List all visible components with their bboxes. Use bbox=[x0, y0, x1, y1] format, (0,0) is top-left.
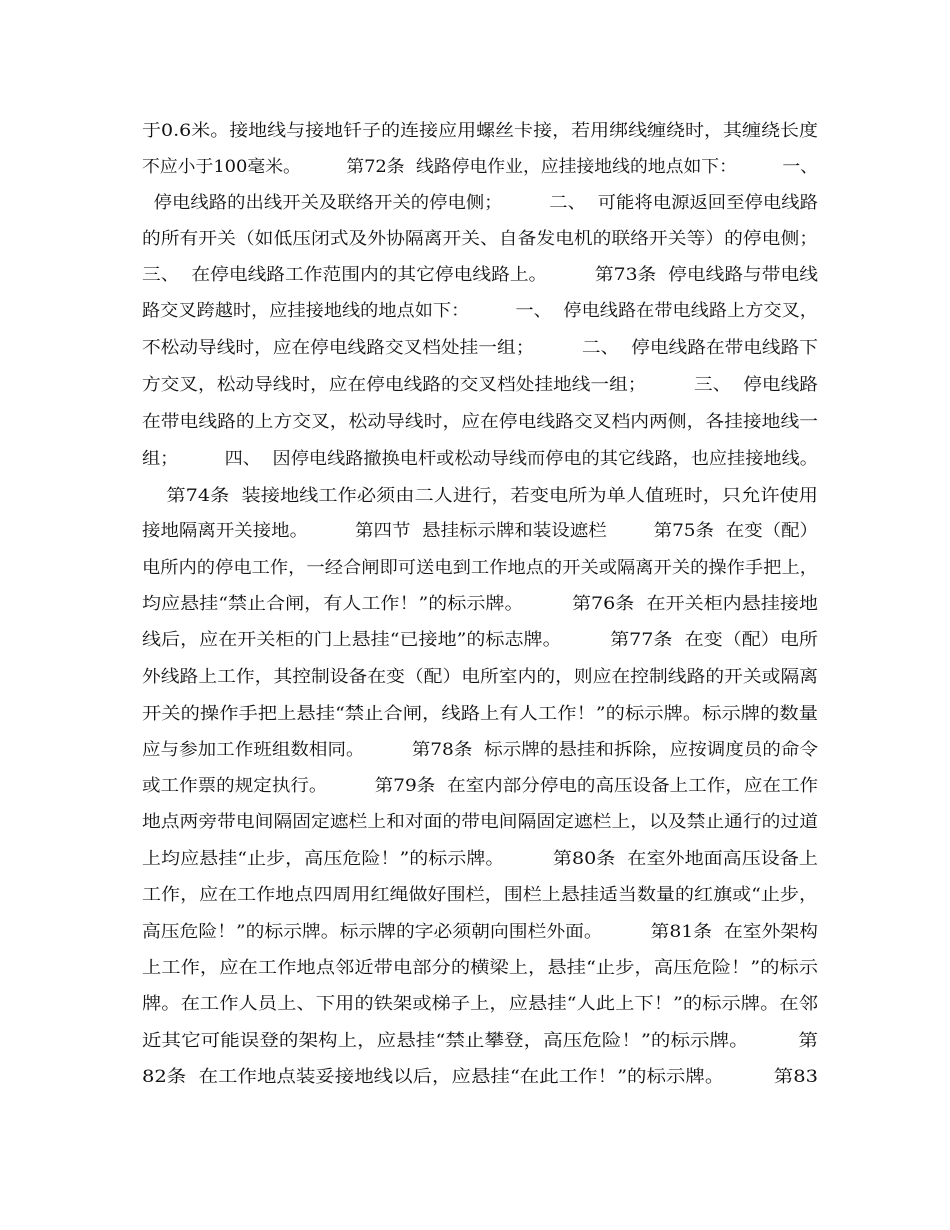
text-line: 上工作，应在工作地点邻近带电部分的横梁上，悬挂“止步，高压危险！”的标示 bbox=[142, 958, 819, 978]
text-line: 的所有开关（如低压闭式及外协隔离开关、自备发电机的联络开关等）的停电侧； bbox=[142, 229, 819, 249]
text-line: 第74条 装接地线工作必须由二人进行，若变电所为单人值班时，只允许使用 bbox=[142, 486, 818, 506]
text-line: 在带电线路的上方交叉，松动导线时，应在停电线路交叉档内两侧，各挂接地线一 bbox=[142, 412, 819, 432]
text-line: 工作，应在工作地点四周用红绳做好围栏，围栏上悬挂适当数量的红旗或“止步， bbox=[142, 885, 819, 905]
text-line: 或工作票的规定执行。 第79条 在室内部分停电的高压设备上工作，应在工作 bbox=[142, 776, 818, 796]
text-line: 于0.6米。接地线与接地钎子的连接应用螺丝卡接，若用绑线缠绕时，其缠绕长度 bbox=[142, 121, 819, 141]
text-line: 开关的操作手把上悬挂“禁止合闸，线路上有人工作！”的标示牌。标示牌的数量 bbox=[142, 704, 819, 724]
text-line: 接地隔离开关接地。 第四节 悬挂标示牌和装设遮栏 第75条 在变（配） bbox=[142, 521, 819, 541]
text-line: 应与参加工作班组数相同。 第78条 标示牌的悬挂和拆除，应按调度员的命令 bbox=[142, 740, 818, 760]
text-line: 地点两旁带电间隔固定遮栏上和对面的带电间隔固定遮栏上，以及禁止通行的过道 bbox=[142, 812, 819, 832]
text-line: 均应悬挂“禁止合闸，有人工作！”的标示牌。 第76条 在开关柜内悬挂接地 bbox=[142, 594, 818, 614]
text-line: 停电线路的出线开关及联络开关的停电侧； 二、 可能将电源返回至停电线路 bbox=[142, 193, 818, 213]
text-line: 电所内的停电工作，一经合闸即可送电到工作地点的开关或隔离开关的操作手把上， bbox=[142, 558, 818, 578]
text-line: 路交叉跨越时，应挂接地线的地点如下： 一、 停电线路在带电线路上方交叉， bbox=[142, 301, 818, 321]
text-line: 不应小于100毫米。 第72条 线路停电作业，应挂接地线的地点如下： 一、 bbox=[142, 157, 818, 177]
text-line: 牌。在工作人员上、下用的铁架或梯子上，应悬挂“人此上下！”的标示牌。在邻 bbox=[142, 994, 819, 1014]
text-line: 线后，应在开关柜的门上悬挂“已接地”的标志牌。 第77条 在变（配）电所 bbox=[142, 630, 818, 650]
text-line: 组； 四、 因停电线路撤换电杆或松动导线而停电的其它线路，也应挂接地线。 bbox=[142, 449, 818, 469]
text-line: 高压危险！”的标示牌。标示牌的字必须朝向围栏外面。 第81条 在室外架构 bbox=[142, 922, 818, 942]
text-line: 方交叉，松动导线时，应在停电线路的交叉档处挂地线一组； 三、 停电线路 bbox=[142, 375, 818, 395]
text-line: 不松动导线时，应在停电线路交叉档处挂一组； 二、 停电线路在带电线路下 bbox=[142, 338, 818, 358]
text-line: 近其它可能误登的架构上，应悬挂“禁止攀登，高压危险！”的标示牌。 第 bbox=[142, 1031, 819, 1051]
text-line: 三、 在停电线路工作范围内的其它停电线路上。 第73条 停电线路与带电线 bbox=[142, 265, 818, 285]
text-line: 82条 在工作地点装妥接地线以后，应悬挂“在此工作！”的标示牌。 第83 bbox=[142, 1067, 818, 1087]
text-line: 上均应悬挂“止步，高压危险！”的标示牌。 第80条 在室外地面高压设备上 bbox=[142, 849, 818, 869]
text-line: 外线路上工作，其控制设备在变（配）电所室内的，则应在控制线路的开关或隔离 bbox=[142, 667, 819, 687]
